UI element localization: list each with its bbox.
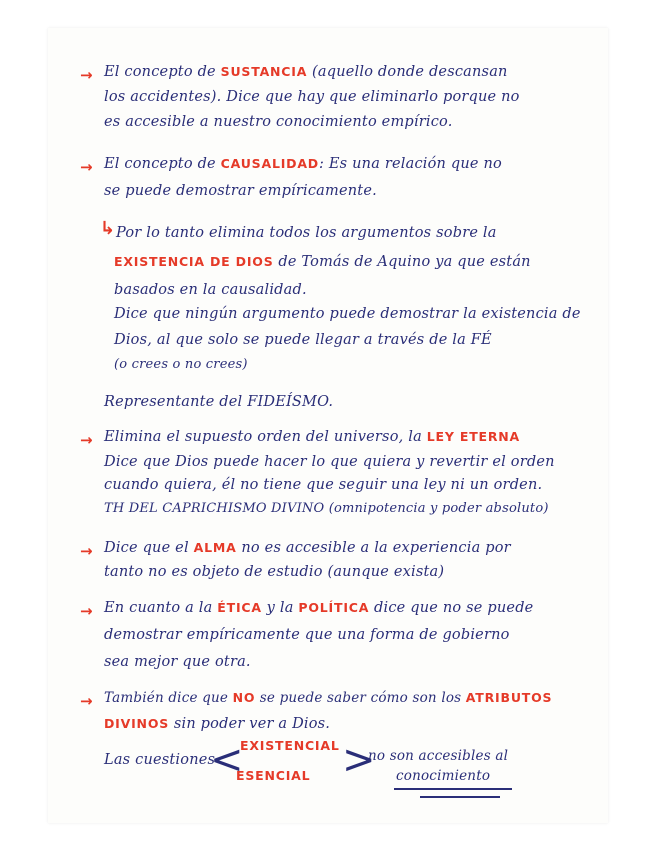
atributos-line-2: DIVINOS sin poder ver a Dios. (104, 716, 331, 732)
alma-line-2: tanto no es objeto de estudio (aunque exista) (104, 564, 445, 580)
right-brace-icon: > (342, 737, 376, 783)
alma-line-1: Dice que el ALMA no es accesible a la experiencia por (104, 540, 511, 556)
ley-eterna-line-3: cuando quiera, él no tiene que seguir una ley ni un orden. (104, 477, 543, 493)
ley-eterna-line-1: Elimina el supuesto orden del universo, la LEY ETERNA (104, 429, 521, 445)
arrow-icon: → (80, 66, 93, 84)
underline (420, 796, 500, 798)
left-brace-icon: < (210, 737, 244, 783)
arrow-icon: → (80, 542, 93, 560)
sustancia-line-2: los accidentes). Dice que hay que eliminarlo porque no (104, 89, 520, 105)
existencia-line-2: EXISTENCIA DE DIOS de Tomás de Aquino ya que están (114, 254, 531, 270)
existencia-line-4: Dice que ningún argumento puede demostrar la existencia de (114, 306, 581, 322)
sustancia-line-3: es accesible a nuestro conocimiento empírico. (104, 114, 453, 130)
ley-eterna-line-4: TH DEL CAPRICHISMO DIVINO (omnipotencia y poder absoluto) (104, 501, 549, 516)
cuestiones-label: Las cuestiones (104, 752, 216, 768)
existencial-label: EXISTENCIAL (240, 738, 340, 753)
etica-line-2: demostrar empíricamente que una forma de gobierno (104, 627, 510, 643)
ley-eterna-line-2: Dice que Dios puede hacer lo que quiera y revertir el orden (104, 454, 555, 470)
atributos-line-1: También dice que NO se puede saber cómo son los ATRIBUTOS (104, 690, 553, 706)
causalidad-line-2: se puede demostrar empíricamente. (104, 183, 377, 199)
underline (394, 788, 512, 790)
fideismo-line: Representante del FIDEÍSMO. (104, 394, 334, 410)
arrow-icon: → (80, 692, 93, 710)
existencia-line-5: Dios, al que solo se puede llegar a través de la FÉ (114, 332, 492, 348)
existencia-line-3: basados en la causalidad. (114, 282, 307, 298)
causalidad-line-1: El concepto de CAUSALIDAD: Es una relación que no (104, 156, 502, 172)
sustancia-line-1: El concepto de SUSTANCIA (aquello donde descansan (104, 64, 508, 80)
arrow-icon: → (80, 431, 93, 449)
etica-line-3: sea mejor que otra. (104, 654, 251, 670)
etica-line-1: En cuanto a la ÉTICA y la POLÍTICA dice que no se puede (104, 600, 534, 616)
arrow-icon: → (80, 602, 93, 620)
arrow-icon: → (80, 158, 93, 176)
esencial-label: ESENCIAL (236, 768, 311, 783)
existencia-line-6: (o crees o no crees) (114, 357, 248, 372)
existencia-line-1: Por lo tanto elimina todos los argumentos sobre la (116, 225, 497, 241)
accesibles-line-2: conocimiento (396, 768, 491, 784)
accesibles-line-1: no son accesibles al (368, 748, 509, 764)
curved-arrow-icon: ↳ (100, 218, 116, 239)
